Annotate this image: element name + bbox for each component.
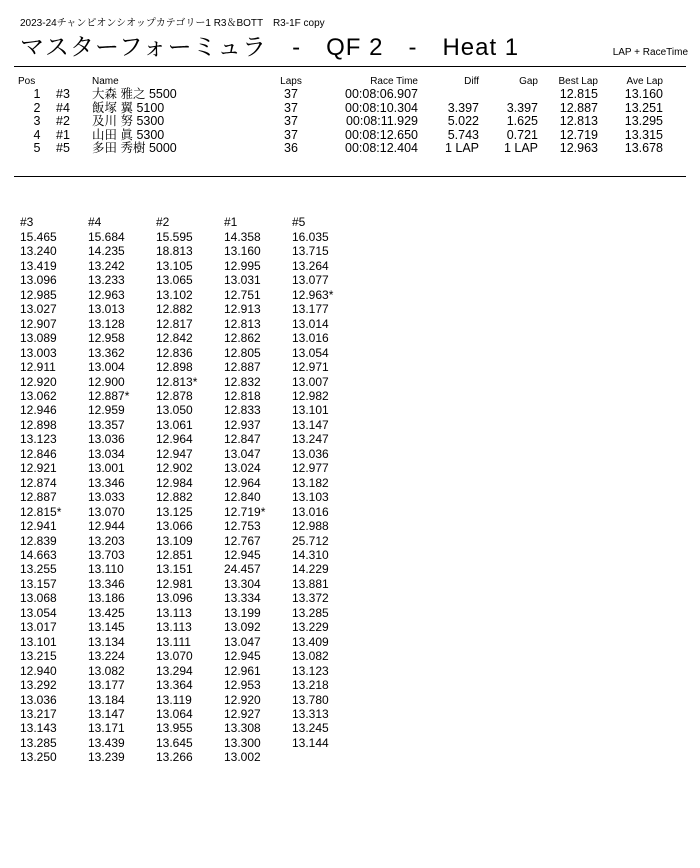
lap-time: 13.125: [156, 504, 193, 519]
lap-time: 13.144: [292, 735, 329, 750]
result-car-number: #2: [56, 114, 70, 128]
lap-time: 12.944: [88, 519, 125, 534]
lap-time: 13.089: [20, 331, 57, 346]
lap-time: 12.898: [156, 360, 193, 375]
lap-time: 12.911: [20, 360, 56, 375]
result-diff: 3.397: [447, 100, 479, 115]
lap-time: 13.313: [292, 706, 329, 721]
result-gap: [479, 88, 538, 102]
result-diff: 5.743: [447, 127, 479, 142]
lap-time: 12.984: [156, 475, 193, 490]
lap-time: 13.304: [224, 576, 261, 591]
lap-time: 13.134: [88, 634, 125, 649]
lap-time: 13.101: [20, 634, 57, 649]
lap-time: 13.066: [156, 519, 193, 534]
lap-time: 13.061: [156, 417, 193, 432]
header-gap: Gap: [519, 76, 538, 87]
lap-time: 12.940: [20, 663, 57, 678]
result-row: [18, 142, 663, 156]
result-diff: 5.022: [447, 114, 479, 128]
page-title: マスターフォーミュラ - QF 2 - Heat 1: [20, 34, 520, 61]
result-driver-name: 多田 秀樹 5000: [92, 141, 177, 155]
lap-time: 13.033: [88, 490, 125, 505]
result-pos: 3: [33, 114, 41, 128]
lap-time: 15.684: [88, 230, 125, 244]
lap-time: 12.920: [224, 692, 261, 707]
lap-time: 13.147: [88, 706, 125, 721]
lap-time: 12.833: [224, 403, 261, 418]
lap-time: 13.372: [292, 591, 329, 606]
lap-time: 13.334: [224, 591, 261, 606]
lap-time: 13.031: [224, 273, 261, 288]
result-diff: 1 LAP: [444, 141, 479, 155]
lap-time: 13.105: [156, 258, 193, 273]
lap-time: 13.285: [292, 605, 329, 620]
lap-time: 13.082: [88, 663, 125, 678]
lap-time: 12.982: [292, 388, 329, 403]
result-row: [18, 88, 663, 102]
result-best-lap: 12.815: [559, 87, 598, 101]
lap-time: 12.958: [88, 331, 125, 346]
lap-time: 13.064: [156, 706, 193, 721]
lap-time: 25.712: [292, 533, 329, 548]
result-best-lap: 12.887: [559, 100, 598, 115]
lap-time: 12.947: [156, 446, 193, 461]
result-driver-name: 山田 眞 5300: [92, 127, 165, 142]
lap-time: 12.963: [88, 287, 125, 302]
lap-time: 12.851: [156, 547, 193, 562]
lap-time: 12.921: [20, 461, 57, 476]
lap-column-car: #2: [156, 215, 170, 229]
lap-time: 12.971: [292, 360, 329, 375]
lap-time: 12.767: [224, 533, 261, 548]
lap-time: 12.964: [156, 432, 193, 447]
lap-time: 12.882: [156, 490, 193, 505]
result-car-number: #5: [56, 141, 70, 155]
lap-time: 13.036: [292, 446, 329, 461]
lap-time: 13.002: [224, 750, 261, 765]
lap-time: 13.239: [88, 750, 125, 765]
lap-time: 14.310: [292, 547, 329, 562]
lap-time: 13.145: [88, 620, 125, 635]
lap-time: 18.813: [156, 244, 193, 259]
lap-column-car: #1: [224, 215, 238, 229]
lap-time: 13.266: [156, 750, 193, 765]
lap-time: 13.362: [88, 345, 125, 360]
lap-time: 12.818: [224, 388, 261, 403]
lap-time: 13.245: [292, 721, 329, 736]
lap-time: 13.143: [20, 721, 57, 736]
result-ave-lap: 13.160: [624, 87, 663, 101]
result-laps: 37: [284, 114, 298, 128]
lap-time: 12.953: [224, 678, 261, 693]
result-car-number: #1: [56, 127, 70, 142]
lap-time: 13.123: [292, 663, 329, 678]
lap-time: 13.077: [292, 273, 329, 288]
lap-time: 13.013: [88, 302, 125, 317]
lap-column-car: #3: [20, 215, 34, 229]
lap-time: 13.881: [292, 576, 329, 591]
result-row: [18, 129, 663, 143]
lap-time: 13.147: [292, 417, 329, 432]
lap-time: 13.016: [292, 331, 329, 346]
lap-time: 12.945: [224, 649, 261, 664]
lap-time: 13.300: [224, 735, 261, 750]
lap-time: 14.663: [20, 547, 57, 562]
lap-time: 13.065: [156, 273, 193, 288]
lap-time: 13.357: [88, 417, 125, 432]
result-gap: 0.721: [506, 127, 538, 142]
lap-time: 13.007: [292, 374, 329, 389]
lap-time: 13.177: [292, 302, 329, 317]
lap-time: 12.882: [156, 302, 193, 317]
lap-time: 13.242: [88, 258, 125, 273]
lap-time: 13.292: [20, 678, 57, 693]
lap-time: 12.900: [88, 374, 125, 389]
result-pos: 5: [33, 141, 41, 155]
header-laps: Laps: [280, 76, 302, 87]
lap-time: 13.308: [224, 721, 261, 736]
lap-time: 13.224: [88, 649, 125, 664]
lap-time: 13.171: [88, 721, 125, 736]
lap-time: 13.070: [156, 649, 193, 664]
lap-time: 13.082: [292, 649, 329, 664]
lap-time: 12.941: [20, 519, 57, 534]
lap-time: 13.024: [224, 461, 261, 476]
result-ave-lap: 13.251: [624, 100, 663, 115]
lap-time: 13.217: [20, 706, 57, 721]
lap-time: 13.151: [156, 562, 193, 577]
lap-time: 12.817: [156, 316, 193, 331]
lap-time: 13.182: [292, 475, 329, 490]
result-race-time: 00:08:12.404: [345, 141, 418, 155]
lap-time: 13.113: [156, 620, 192, 635]
lap-column: [292, 214, 362, 750]
report-mode-label: LAP + RaceTime: [612, 47, 688, 58]
lap-time: 13.294: [156, 663, 193, 678]
lap-time: 13.346: [88, 576, 125, 591]
result-car-number: #3: [56, 87, 70, 101]
lap-time: 13.184: [88, 692, 125, 707]
lap-time: 13.128: [88, 316, 125, 331]
result-pos: 1: [33, 87, 41, 101]
lap-time: 13.157: [20, 576, 57, 591]
lap-time: 13.955: [156, 721, 193, 736]
title-divider: [14, 66, 686, 67]
lap-time: 13.070: [88, 504, 125, 519]
results-table: [18, 76, 663, 156]
result-laps: 37: [284, 127, 298, 142]
lap-time: 13.101: [292, 403, 329, 418]
lap-time: 15.465: [20, 230, 57, 244]
lap-time: 13.250: [20, 750, 57, 765]
lap-time: 12.937: [224, 417, 261, 432]
header-best-lap: Best Lap: [558, 76, 598, 87]
lap-time: 12.846: [20, 446, 57, 461]
result-laps: 37: [284, 100, 298, 115]
result-pos: 4: [33, 127, 41, 142]
lap-time: 12.907: [20, 316, 57, 331]
results-body: [18, 88, 663, 156]
result-ave-lap: 13.315: [624, 127, 663, 142]
result-gap: 1.625: [506, 114, 538, 128]
result-ave-lap: 13.678: [624, 141, 663, 155]
lap-time: 12.887: [20, 490, 57, 505]
lap-time: 13.092: [224, 620, 261, 635]
lap-time: 13.199: [224, 605, 261, 620]
header-diff: Diff: [464, 76, 479, 87]
lap-time: 12.985: [20, 287, 57, 302]
header-ave-lap: Ave Lap: [626, 76, 663, 87]
lap-time: 12.964: [224, 475, 261, 490]
lap-time: 14.229: [292, 562, 329, 577]
lap-time: 13.346: [88, 475, 125, 490]
lap-time: 13.110: [88, 562, 124, 577]
lap-time: 13.034: [88, 446, 125, 461]
event-subtitle: 2023-24チャンピオンシオップカテゴリー1 R3＆BOTT R3-1F copy: [20, 18, 325, 29]
lap-time: 12.959: [88, 403, 125, 418]
lap-time: 13.419: [20, 258, 57, 273]
lap-time: 13.409: [292, 634, 329, 649]
lap-time: 12.898: [20, 417, 57, 432]
lap-time: 12.862: [224, 331, 261, 346]
result-driver-name: 大森 雅之 5500: [92, 87, 177, 101]
lap-time: 16.035: [292, 230, 329, 244]
lap-time: 13.264: [292, 258, 329, 273]
lap-column-car: #5: [292, 215, 306, 229]
lap-time: 13.285: [20, 735, 57, 750]
result-row: [18, 115, 663, 129]
lap-time: 13.062: [20, 388, 57, 403]
lap-time: 12.977: [292, 461, 329, 476]
result-laps: 37: [284, 87, 298, 101]
lap-time: 13.109: [156, 533, 193, 548]
result-race-time: 00:08:10.304: [345, 100, 418, 115]
lap-time: 13.203: [88, 533, 125, 548]
lap-column: [224, 214, 294, 765]
lap-time: 12.874: [20, 475, 57, 490]
result-best-lap: 12.719: [559, 127, 598, 142]
lap-time: 13.096: [156, 591, 193, 606]
lap-time: 12.847: [224, 432, 261, 447]
lap-time: 13.119: [156, 692, 192, 707]
lap-column: [88, 214, 158, 765]
result-race-time: 00:08:11.929: [345, 114, 418, 128]
lap-time: 12.719*: [224, 504, 266, 519]
lap-time: 12.988: [292, 519, 329, 534]
lap-time: 12.887*: [88, 388, 130, 403]
lap-time: 14.235: [88, 244, 125, 259]
lap-time: 13.255: [20, 562, 57, 577]
result-best-lap: 12.963: [559, 141, 598, 155]
lap-time: 12.805: [224, 345, 261, 360]
lap-time: 12.842: [156, 331, 193, 346]
lap-time: 12.840: [224, 490, 261, 505]
lap-time: 12.836: [156, 345, 193, 360]
result-diff: [418, 88, 479, 102]
lap-time: 13.439: [88, 735, 125, 750]
lap-time: 13.111: [156, 634, 191, 649]
lap-time: 12.927: [224, 706, 261, 721]
lap-time: 12.995: [224, 258, 261, 273]
lap-time: 13.113: [156, 605, 192, 620]
lap-column: [20, 214, 90, 765]
lap-time: 13.186: [88, 591, 125, 606]
lap-time: 12.813*: [156, 374, 198, 389]
lap-time: 13.054: [20, 605, 57, 620]
result-driver-name: 飯塚 翼 5100: [92, 100, 165, 115]
result-ave-lap: 13.295: [624, 114, 663, 128]
result-race-time: 00:08:12.650: [345, 127, 418, 142]
lap-time: 13.103: [292, 490, 329, 505]
lap-time: 24.457: [224, 562, 261, 577]
lap-time: 13.068: [20, 591, 57, 606]
result-gap: 3.397: [506, 100, 538, 115]
lap-time: 12.839: [20, 533, 57, 548]
lap-time: 13.364: [156, 678, 193, 693]
lap-time: 13.016: [292, 504, 329, 519]
lap-time: 12.920: [20, 374, 57, 389]
lap-time: 13.036: [88, 432, 125, 447]
lap-time: 12.815*: [20, 504, 62, 519]
lap-time: 12.981: [156, 576, 193, 591]
lap-time: 13.229: [292, 620, 329, 635]
lap-time: 13.177: [88, 678, 125, 693]
lap-time: 13.425: [88, 605, 125, 620]
lap-time: 13.003: [20, 345, 57, 360]
lap-time: 13.160: [224, 244, 261, 259]
lap-time: 13.004: [88, 360, 125, 375]
lap-time: 13.050: [156, 403, 193, 418]
lap-column: [156, 214, 226, 765]
lap-time: 14.358: [224, 230, 261, 244]
lap-time: 12.961: [224, 663, 261, 678]
lap-time: 13.703: [88, 547, 125, 562]
result-race-time: 00:08:06.907: [345, 87, 418, 101]
lap-time: 12.887: [224, 360, 261, 375]
lap-column-car: #4: [88, 215, 102, 229]
lap-time: 13.780: [292, 692, 329, 707]
lap-time: 12.832: [224, 374, 261, 389]
lap-time: 12.813: [224, 316, 261, 331]
lap-time: 12.902: [156, 461, 193, 476]
lap-time: 13.645: [156, 735, 193, 750]
lap-time: 13.215: [20, 649, 57, 664]
lap-time: 12.753: [224, 519, 261, 534]
result-laps: 36: [284, 141, 298, 155]
result-gap: 1 LAP: [503, 141, 538, 155]
result-car-number: #4: [56, 100, 70, 115]
lap-time: 13.027: [20, 302, 57, 317]
lap-time: 13.036: [20, 692, 57, 707]
lap-time: 13.001: [88, 461, 125, 476]
lap-time: 13.047: [224, 446, 261, 461]
result-row: [18, 102, 663, 116]
result-driver-name: 及川 努 5300: [92, 114, 165, 128]
header-pos: Pos: [18, 76, 36, 87]
result-pos: 2: [33, 100, 41, 115]
lap-time: 13.240: [20, 244, 57, 259]
lap-time: 12.751: [224, 287, 261, 302]
lap-time: 12.913: [224, 302, 261, 317]
lap-time: 12.963*: [292, 287, 334, 302]
result-best-lap: 12.813: [559, 114, 598, 128]
lap-time: 13.233: [88, 273, 125, 288]
lap-time: 13.096: [20, 273, 57, 288]
results-divider: [14, 176, 686, 177]
lap-time: 12.878: [156, 388, 193, 403]
lap-time: 13.123: [20, 432, 57, 447]
lap-time: 12.945: [224, 547, 261, 562]
lap-time: 13.715: [292, 244, 329, 259]
lap-time: 13.014: [292, 316, 329, 331]
lap-time: 13.102: [156, 287, 193, 302]
lap-time: 13.218: [292, 678, 329, 693]
header-name: Name: [92, 76, 119, 87]
lap-time: 15.595: [156, 230, 193, 244]
lap-time: 13.017: [20, 620, 57, 635]
header-race-time: Race Time: [370, 76, 418, 87]
lap-time: 12.946: [20, 403, 57, 418]
lap-time: 13.247: [292, 432, 329, 447]
lap-time: 13.054: [292, 345, 329, 360]
lap-time: 13.047: [224, 634, 261, 649]
